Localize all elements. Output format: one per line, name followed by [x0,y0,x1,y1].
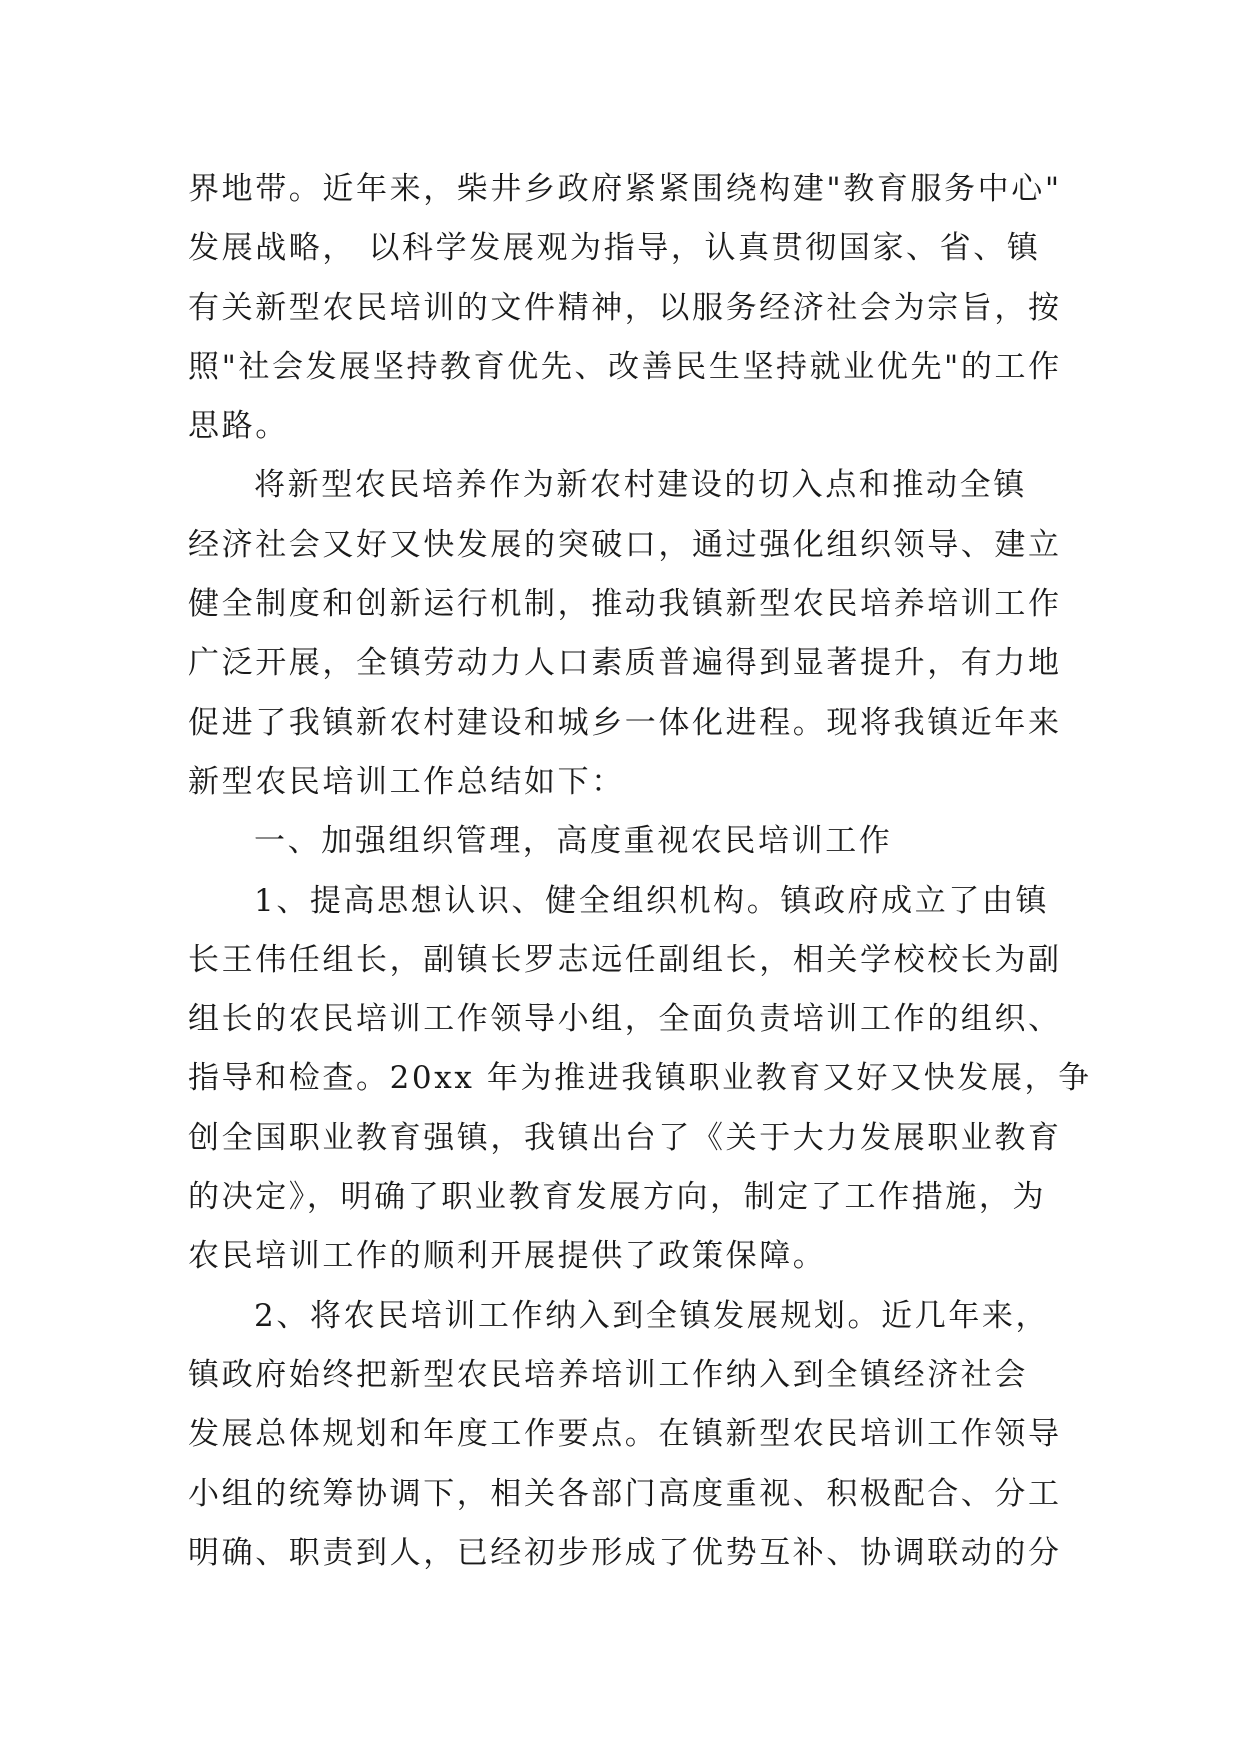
text-line: 界地带。近年来，柴井乡政府紧紧围绕构建"教育服务中心" [188,171,1062,207]
text-line: 发展总体规划和年度工作要点。在镇新型农民培训工作领导 [188,1416,1062,1453]
text-line: 小组的统筹协调下，相关各部门高度重视、积极配合、分工 [188,1475,1062,1512]
text-line: 农民培训工作的顺利开展提供了政策保障。 [188,1238,827,1275]
text-line: 指导和检查。20xx 年为推进我镇职业教育又好又快发展，争 [188,1060,1092,1097]
text-line: 一、加强组织管理，高度重视农民培训工作 [254,823,893,860]
text-line: 明确、职责到人，已经初步形成了优势互补、协调联动的分 [188,1534,1062,1571]
text-line: 长王伟任组长，副镇长罗志远任副组长，相关学校校长为副 [188,941,1062,978]
text-line: 的决定》，明确了职业教育发展方向，制定了工作措施，为 [188,1179,1047,1216]
text-line: 发展战略， 以科学发展观为指导，认真贯彻国家、省、镇 [188,230,1041,267]
text-line: 健全制度和创新运行机制，推动我镇新型农民培养培训工作 [188,586,1062,623]
text-line: 将新型农民培养作为新农村建设的切入点和推动全镇 [254,467,1027,504]
text-line: 照"社会发展坚持教育优先、改善民生坚持就业优先"的工作 [188,348,1062,385]
text-line: 镇政府始终把新型农民培养培训工作纳入到全镇经济社会 [188,1356,1028,1393]
text-line: 1、提高思想认识、健全组织机构。镇政府成立了由镇 [254,882,1050,919]
document-body-text [188,160,1092,1583]
text-line: 广泛开展，全镇劳动力人口素质普遍得到显著提升，有力地 [188,645,1062,682]
text-line: 经济社会又好又快发展的突破口，通过强化组织领导、建立 [188,526,1062,563]
text-line: 2、将农民培训工作纳入到全镇发展规划。近几年来， [254,1297,1050,1334]
text-line: 思路。 [188,408,289,445]
text-line: 新型农民培训工作总结如下： [188,763,625,800]
text-line: 创全国职业教育强镇，我镇出台了《关于大力发展职业教育 [188,1119,1062,1156]
text-line: 组长的农民培训工作领导小组，全面负责培训工作的组织、 [188,1001,1062,1038]
text-line: 有关新型农民培训的文件精神，以服务经济社会为宗旨，按 [188,289,1062,326]
text-line: 促进了我镇新农村建设和城乡一体化进程。现将我镇近年来 [188,704,1062,741]
